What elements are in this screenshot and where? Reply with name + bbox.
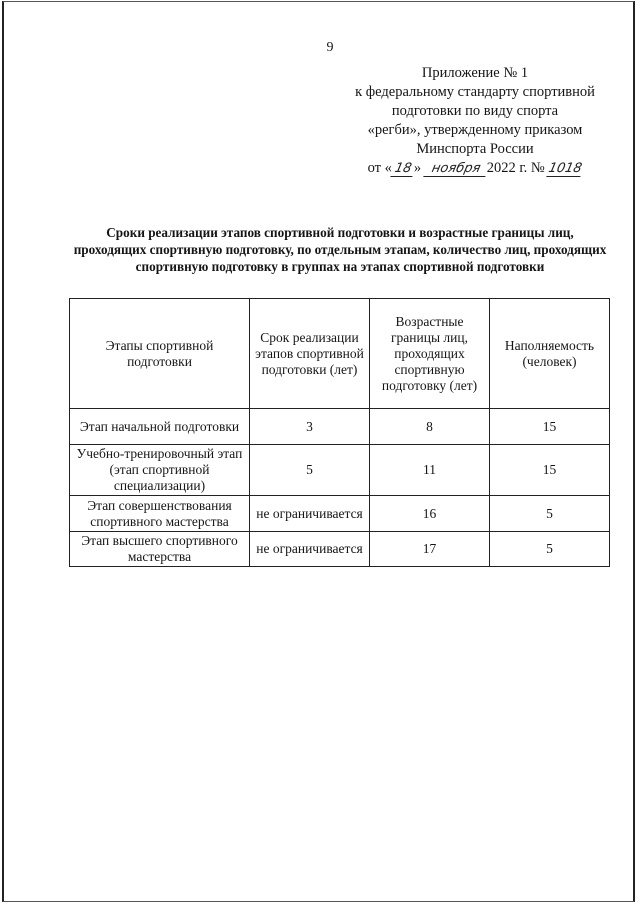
order-date-line (340, 159, 610, 178)
appendix-line-1: Приложение № 1 (421, 65, 529, 81)
date-prefix: от « (367, 160, 392, 176)
cell-age: 16 (370, 496, 490, 532)
cell-group-size: 15 (490, 445, 610, 496)
date-year: 2022 г. № (486, 160, 545, 176)
appendix-line-5: Минспорта России (416, 141, 534, 157)
appendix-block (340, 64, 610, 178)
header-stage: Этапы спортивной подготовки (70, 299, 250, 409)
table-header-row (70, 299, 610, 409)
cell-stage: Этап совершенствования спортивного мастерства (70, 496, 250, 532)
cell-age: 17 (370, 532, 490, 567)
table-row (70, 445, 610, 496)
appendix-line-3: подготовки по виду спорта (391, 103, 559, 119)
header-group-size: Наполняемость (человек) (490, 299, 610, 409)
cell-age: 8 (370, 409, 490, 445)
appendix-line-2: к федеральному стандарту спортивной (355, 84, 595, 100)
cell-stage: Учебно-тренировочный этап (этап спортивной специализации) (70, 445, 250, 496)
cell-age: 11 (370, 445, 490, 496)
cell-group-size: 5 (490, 532, 610, 567)
cell-stage: Этап высшего спортивного мастерства (70, 532, 250, 567)
cell-group-size: 15 (490, 409, 610, 445)
header-duration: Срок реализации этапов спортивной подготовки (лет) (250, 299, 370, 409)
cell-duration: 5 (250, 445, 370, 496)
appendix-line-4: «регби», утвержденному приказом (367, 122, 583, 138)
cell-duration: не ограничивается (250, 532, 370, 567)
cell-duration: 3 (250, 409, 370, 445)
handwritten-month: ноября (423, 161, 488, 177)
table-row (70, 532, 610, 567)
handwritten-order-number: 1018 (547, 161, 584, 176)
cell-group-size: 5 (490, 496, 610, 532)
document-title: Сроки реализации этапов спортивной подготовки и возрастные границы лиц, проходящих спортивную подготовку, по отдельным этапам, количество лиц, проходящих спортивную подготовку в группах на этапах спортивной подготовки (73, 225, 607, 274)
date-mid: » (413, 160, 422, 176)
table-row (70, 496, 610, 532)
header-age-limits: Возрастные границы лиц, проходящих спортивную подготовку (лет) (370, 299, 490, 409)
table-row (70, 409, 610, 445)
cell-stage: Этап начальной подготовки (70, 409, 250, 445)
page-number: 9 (326, 40, 334, 55)
handwritten-day: 18 (390, 161, 415, 177)
stages-table (69, 298, 610, 567)
cell-duration: не ограничивается (250, 496, 370, 532)
